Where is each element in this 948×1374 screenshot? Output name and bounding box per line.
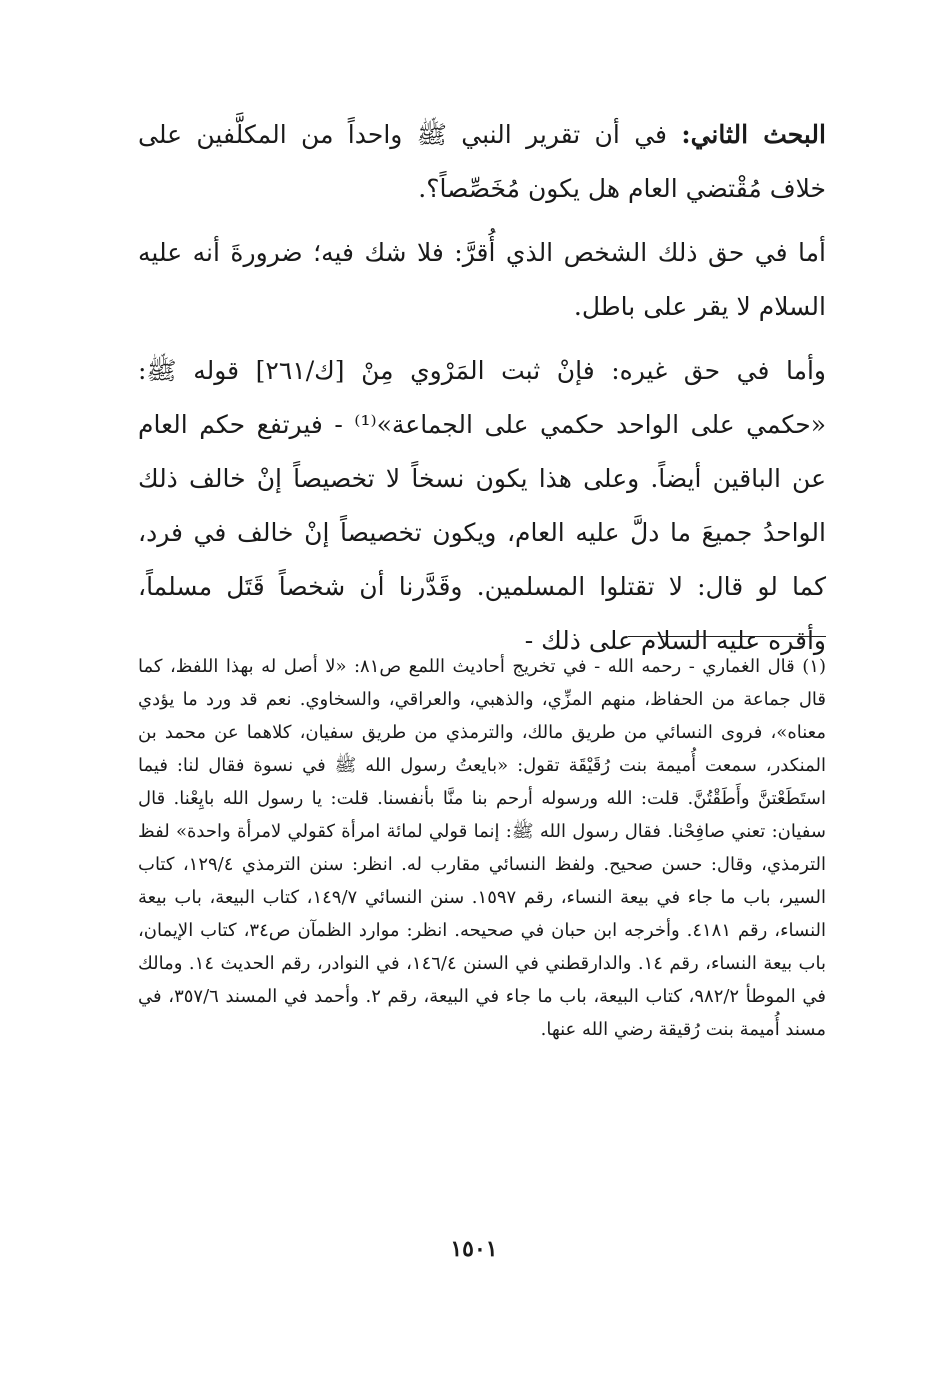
paragraph-section-heading xyxy=(138,108,826,216)
section-heading: البحث الثاني: xyxy=(681,120,826,149)
paragraph-2: وأما في حق غيره: فإنْ ثبت المَرْوي مِنْ [ك/٢٦١] قوله ﷺ: «حكمي على الواحد حكمي على الجماعة»⁽¹⁾ - فيرتفع حكم العام عن الباقين أيضاً. وعلى هذا يكون نسخاً لا تخصيصاً إنْ خالف ذلك الواحدُ جميعَ ما دلَّ عليه العام، ويكون تخصيصاً إنْ خالف في فرد، كما لو قال: لا تقتلوا المسلمين. وقَدَّرنا أن شخصاً قَتَل مسلماً، وأقره عليه السلام على ذلك - xyxy=(138,356,827,655)
page-number: ١٥٠١ xyxy=(450,1236,498,1262)
main-body-text xyxy=(138,108,826,678)
paragraph-1: أما في حق ذلك الشخص الذي أُقرَّ: فلا شك فيه؛ ضرورةَ أنه عليه السلام لا يقر على باطل. xyxy=(138,238,826,321)
footnotes-block xyxy=(138,650,826,1046)
footnote-separator xyxy=(628,636,826,637)
section-heading-text: في أن تقرير النبي ﷺ واحداً من المكلَّفين على خلاف مُقْتضي العام هل يكون مُخَصِّصاً؟. xyxy=(138,120,826,203)
footnote-1: (١) قال الغماري - رحمه الله - في تخريج أحاديث اللمع ص٨١: «لا أصل له بهذا اللفظ، كما قال جماعة من الحفاظ، منهم المزِّي، والذهبي، والعراقي، والسخاوي. نعم قد ورد ما يؤدي معناه»، فروى النسائي من طريق مالك، والترمذي من طريق سفيان، كلاهما عن محمد بن المنكدر، سمعت أُميمة بنت رُقَيْقَة تقول: «بايعتُ رسول الله ﷺ في نسوة فقال لنا: فيما استَطَعْتنَّ وأَطَقْتُنَّ. قلت: الله ورسوله أرحم بنا منَّا بأنفسنا. قلت: يا رسول الله بايِعْنا. قال سفيان: تعني صافِحْنا. فقال رسول الله ﷺ: إنما قولي لمائة امرأة كقولي لامرأة واحدة» لفظ الترمذي، وقال: حسن صحيح. ولفظ النسائي مقارب له. انظر: سنن الترمذي ١٢٩/٤، كتاب السير، باب ما جاء في بيعة النساء، رقم ١٥٩٧. سنن النسائي ١٤٩/٧، كتاب البيعة، باب بيعة النساء، رقم ٤١٨١. وأخرجه ابن حبان في صحيحه. انظر: موارد الظمآن ص٣٤، كتاب الإيمان، باب بيعة النساء، رقم ١٤. والدارقطني في السنن ١٤٦/٤، في النوادر، رقم الحديث ١٤. ومالك في الموطأ ٩٨٢/٢، كتاب البيعة، باب ما جاء في البيعة، رقم ٢. وأحمد في المسند ٣٥٧/٦، في مسند أُميمة بنت رُقيقة رضي الله عنها. xyxy=(138,656,826,1040)
